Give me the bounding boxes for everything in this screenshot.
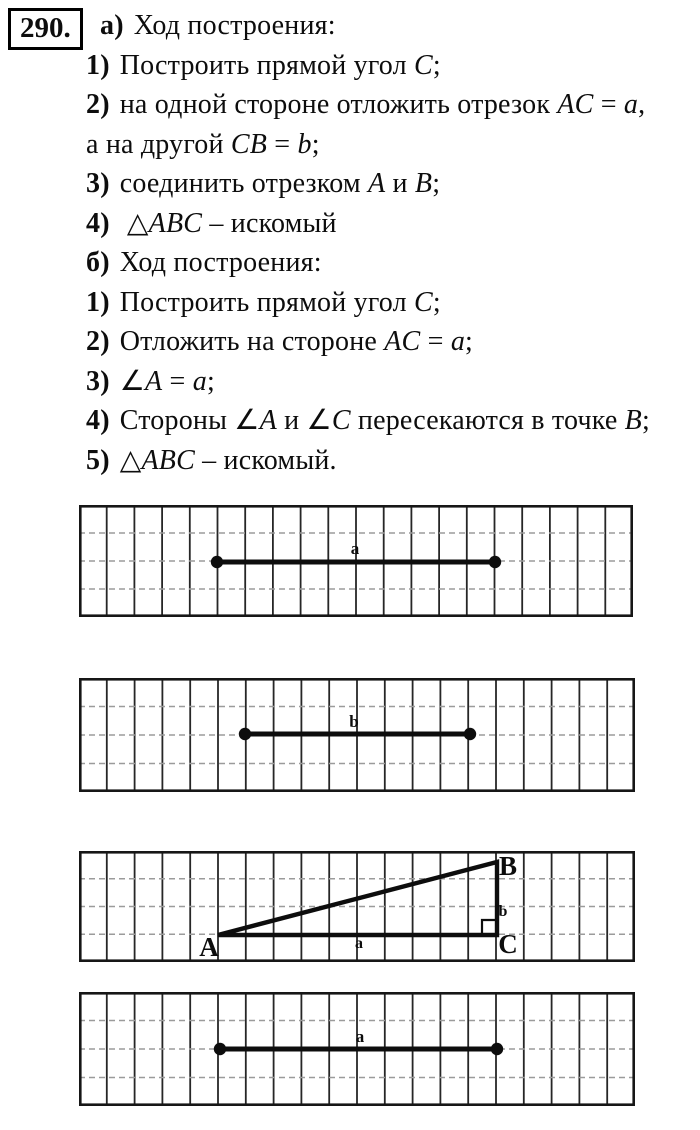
math-var: a: [450, 326, 466, 357]
math-var: C: [414, 49, 433, 81]
text-run: Ход построения:: [119, 247, 322, 278]
text-run: Отложить на стороне: [119, 326, 385, 357]
text-run: ;: [311, 128, 320, 160]
math-var: a: [192, 365, 207, 397]
diagram-label-a: a: [355, 1027, 365, 1046]
diagram-label-b: b: [349, 712, 359, 731]
math-var: AC: [557, 89, 594, 120]
math-var: AC: [384, 326, 421, 357]
math-var: A: [145, 365, 163, 397]
text-run: – искомый.: [194, 444, 337, 476]
step-number: 5): [86, 444, 110, 476]
step-number: 4): [86, 405, 110, 436]
math-var: A: [259, 405, 277, 436]
step-number: 4): [86, 207, 110, 239]
text-run: ;: [465, 326, 474, 357]
step-number: 2): [86, 89, 110, 120]
text-run: и: [385, 168, 415, 199]
text-run: соединить отрезком: [119, 168, 368, 199]
diagram-label-B: B: [498, 851, 518, 881]
text-run: ;: [641, 405, 650, 436]
text-run: ;: [432, 286, 441, 318]
diagram-label-b: b: [498, 903, 508, 920]
diagram-segment-a-bottom: [79, 992, 635, 1106]
step-number: а): [100, 10, 124, 41]
text-run: и ∠: [276, 405, 332, 436]
text-run: ;: [432, 49, 441, 81]
diagram-label-a: a: [350, 539, 360, 558]
math-var: b: [297, 128, 312, 160]
math-var: ABC: [148, 207, 203, 239]
math-var: C: [414, 286, 433, 318]
text-run: △: [119, 207, 149, 239]
diagram-triangle-abc: [79, 851, 635, 962]
problem-number: 290.: [8, 8, 83, 50]
text-run: – искомый: [202, 207, 337, 239]
step-number: 1): [86, 49, 110, 81]
math-var: ABC: [141, 444, 195, 476]
text-run: =: [162, 365, 193, 397]
text-run: =: [420, 326, 451, 357]
step-number: 2): [86, 326, 110, 357]
text-run: ,: [638, 89, 646, 120]
text-run: ∠: [119, 365, 146, 397]
math-var: CB: [230, 128, 268, 160]
diagram-label-C: C: [498, 929, 518, 959]
text-run: =: [267, 128, 298, 160]
text-run: Стороны ∠: [119, 405, 260, 436]
math-var: C: [331, 405, 351, 436]
text-run: а на другой: [86, 128, 231, 160]
text-run: Построить прямой угол: [119, 49, 415, 81]
text-run: пересекаются в точке: [350, 405, 625, 436]
math-var: B: [624, 405, 642, 436]
diagram-segment-b: [79, 678, 635, 792]
diagram-segment-a-top: [79, 505, 633, 617]
diagram-label-A: A: [199, 932, 219, 962]
text-run: Ход построения:: [133, 10, 336, 41]
diagram-label-a: a: [355, 935, 363, 952]
text-run: △: [119, 444, 142, 476]
text-run: ;: [206, 365, 215, 397]
step-number: б): [86, 247, 110, 278]
step-number: 3): [86, 365, 110, 397]
text-run: ;: [432, 168, 441, 199]
text-run: Построить прямой угол: [119, 286, 415, 318]
math-var: a: [623, 89, 639, 120]
step-number: 3): [86, 168, 110, 199]
text-run: =: [593, 89, 624, 120]
math-var: B: [414, 168, 433, 199]
text-run: на одной стороне отложить отрезок: [119, 89, 558, 120]
right-angle-mark: [482, 920, 497, 935]
step-number: 1): [86, 286, 110, 318]
math-var: A: [367, 168, 386, 199]
